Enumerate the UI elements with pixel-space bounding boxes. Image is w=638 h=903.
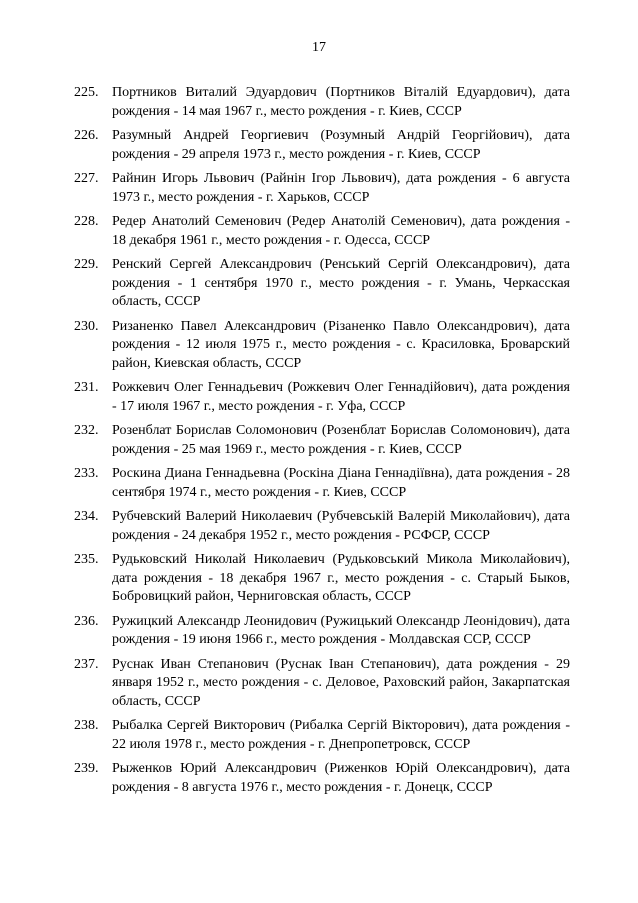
entry-number: 236. — [74, 613, 99, 629]
entry-text: Ризаненко Павел Александрович (Різаненко Павло Олександрович), дата рождения - 12 июля 1975 г., место рождения - с. Красиловка, Броварский район, Киевская область, СССР — [112, 318, 570, 371]
list-item — [74, 422, 570, 459]
list-item — [74, 318, 570, 374]
entry-number: 238. — [74, 718, 99, 733]
entry-text: Рубчевский Валерий Николаевич (Рубчевській Валерій Миколайович), дата рождения - 24 декабря 1952 г., место рождения - РСФСР, СССР — [112, 509, 570, 543]
list-item — [74, 256, 570, 312]
entry-text: Рудьковский Николай Николаевич (Рудьковський Микола Миколайович), дата рождения - 18 декабря 1967 г., место рождения - с. Старый Быков, Бобровицкий район, Черниговская область, СССР — [112, 552, 570, 604]
list-item — [74, 508, 570, 545]
entry-text: Разумный Андрей Георгиевич (Розумный Андрій Георгійович), дата рождения - 29 апреля 1973 г., место рождения - г. Киев, СССР — [112, 128, 570, 162]
list-item — [74, 213, 570, 250]
list-item — [74, 379, 570, 416]
entry-number: 239. — [74, 761, 99, 776]
list-item — [74, 84, 570, 121]
page-number: 17 — [312, 40, 326, 55]
entry-number: 232. — [74, 423, 99, 438]
entry-number: 231. — [74, 380, 99, 395]
list-item — [74, 613, 570, 650]
entry-number: 229. — [74, 257, 99, 272]
list-item — [74, 551, 570, 607]
entry-number: 234. — [74, 509, 99, 524]
entry-text: Ружицкий Александр Леонидович (Ружицький Олександр Леонідович), дата рождения - 19 июня 1966 г., место рождения - Молдавская ССР, СССР — [112, 613, 570, 647]
entry-number: 228. — [74, 214, 99, 229]
entry-number: 230. — [74, 318, 99, 334]
entry-text: Рыженков Юрий Александрович (Риженков Юрій Олександрович), дата рождения - 8 августа 1976 г., место рождения - г. Донецк, СССР — [112, 761, 570, 795]
entry-text: Портников Виталий Эдуардович (Портников Віталій Едуардович), дата рождения - 14 мая 1967 г., место рождения - г. Киев, СССР — [112, 85, 570, 119]
entry-text: Рожкевич Олег Геннадьевич (Рожкевич Олег Геннадійович), дата рождения - 17 июля 1967 г., место рождения - г. Уфа, СССР — [112, 380, 570, 414]
entry-text: Ренский Сергей Александрович (Ренський Сергій Олександрович), дата рождения - 1 сентября 1970 г., место рождения - г. Умань, Черкасская область, СССР — [112, 257, 570, 309]
list-item — [74, 170, 570, 207]
list-item — [74, 760, 570, 797]
entry-list — [74, 84, 570, 803]
entry-number: 226. — [74, 128, 99, 143]
entry-text: Руснак Иван Степанович (Руснак Іван Степанович), дата рождения - 29 января 1952 г., место рождения - с. Деловое, Раховский район, Закарпатская область, СССР — [112, 656, 570, 709]
list-item — [74, 127, 570, 164]
entry-text: Рыбалка Сергей Викторович (Рибалка Сергій Вікторович), дата рождения - 22 июля 1978 г., место рождения - г. Днепропетровск, СССР — [112, 718, 570, 752]
entry-number: 225. — [74, 85, 99, 100]
entry-number: 235. — [74, 552, 99, 567]
list-item — [74, 717, 570, 754]
entry-text: Роскина Диана Геннадьевна (Роскіна Діана Геннадіївна), дата рождения - 28 сентября 1974 г., место рождения - г. Киев, СССР — [112, 466, 570, 500]
entry-number: 227. — [74, 171, 99, 186]
entry-text: Райнин Игорь Львович (Райнін Ігор Львович), дата рождения - 6 августа 1973 г., место рождения - г. Харьков, СССР — [112, 171, 570, 205]
entry-number: 233. — [74, 466, 99, 481]
entry-text: Розенблат Борислав Соломонович (Розенблат Борислав Соломонович), дата рождения - 25 мая 1969 г., место рождения - г. Киев, СССР — [112, 423, 570, 457]
list-item — [74, 465, 570, 502]
entry-text: Редер Анатолий Семенович (Редер Анатолій Семенович), дата рождения - 18 декабря 1961 г., место рождения - г. Одесса, СССР — [112, 214, 570, 248]
entry-number: 237. — [74, 656, 99, 672]
list-item — [74, 656, 570, 712]
